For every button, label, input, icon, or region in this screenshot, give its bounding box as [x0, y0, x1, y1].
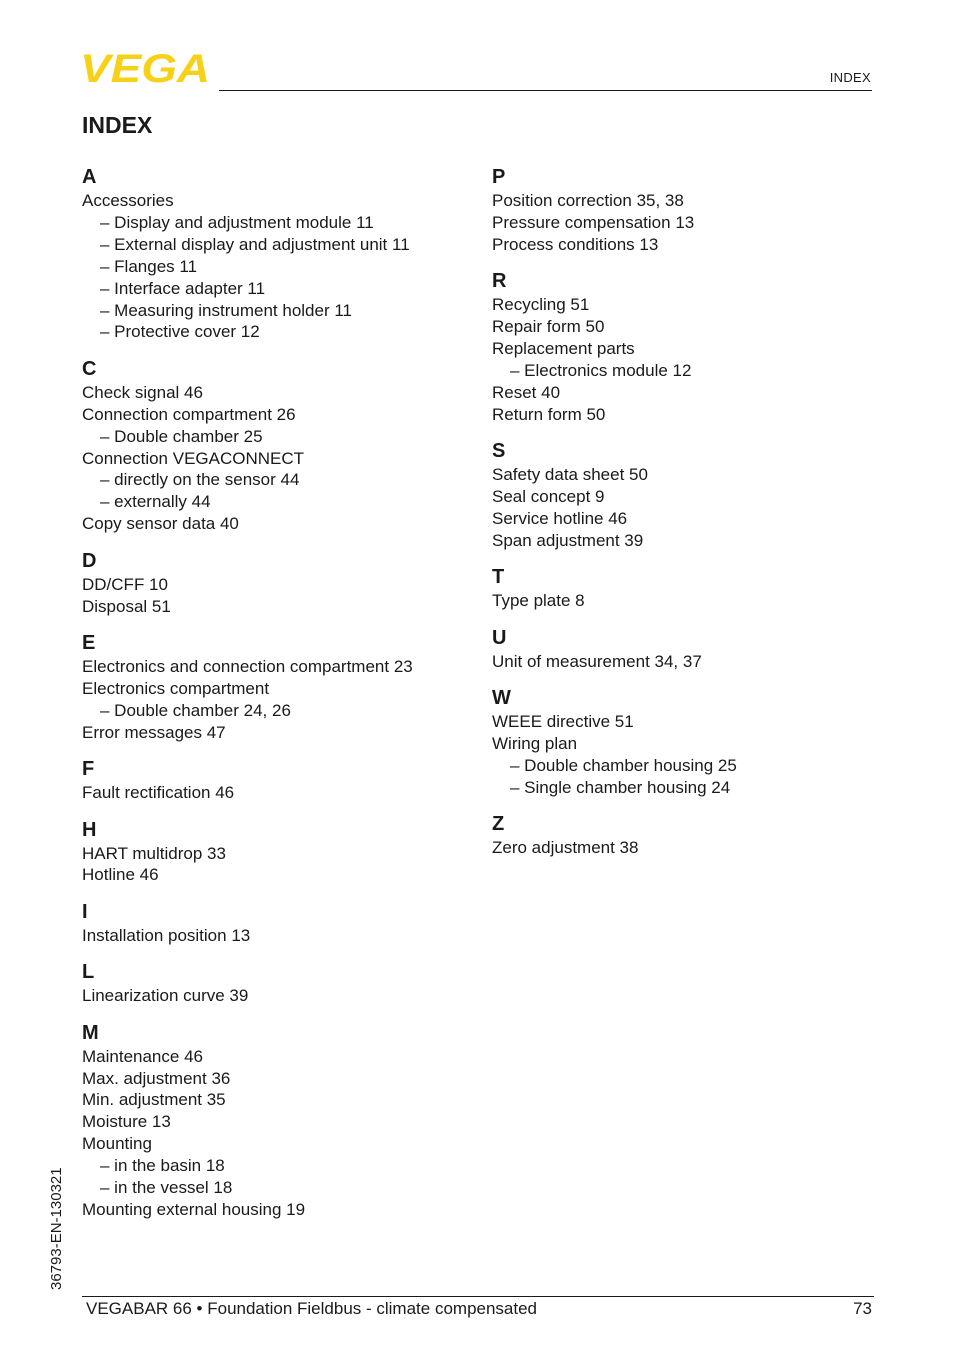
index-entry: Type plate 8: [492, 591, 585, 611]
index-subentry: – Measuring instrument holder 11: [100, 300, 352, 320]
header-label: INDEX: [829, 70, 871, 85]
document-code: 36793-EN-130321: [48, 1167, 65, 1290]
index-subentry: – Electronics module 12: [510, 360, 692, 380]
index-subentry: – in the basin 18: [100, 1156, 225, 1176]
index-subentry: – Double chamber 24, 26: [100, 700, 291, 720]
index-entry: Unit of measurement 34, 37: [492, 651, 702, 671]
page-title: INDEX: [82, 112, 153, 138]
section-letter: P: [492, 166, 506, 188]
section-letter: L: [82, 961, 95, 984]
vega-logo: [80, 52, 212, 84]
index-entry: Check signal 46: [82, 382, 203, 402]
index-section-w: [492, 686, 882, 799]
index-entry: Hotline 46: [82, 865, 159, 885]
index-subentry: – externally 44: [100, 492, 211, 512]
index-subentry: – directly on the sensor 44: [100, 470, 300, 490]
index-entry: Seal concept 9: [492, 487, 605, 507]
index-entry: Reset 40: [492, 382, 561, 402]
index-entry: Max. adjustment 36: [82, 1068, 231, 1088]
index-entry: Min. adjustment 35: [82, 1090, 226, 1110]
index-entry: Connection VEGACONNECT: [82, 448, 305, 468]
index-section-u: [492, 626, 882, 673]
index-entry: Electronics compartment: [82, 678, 270, 698]
index-entry: Electronics and connection compartment 23: [82, 657, 413, 676]
footer-rule: [82, 1296, 874, 1297]
index-entry: DD/CFF 10: [82, 574, 168, 594]
index-entry: Copy sensor data 40: [82, 514, 239, 534]
index-column-right: [492, 165, 882, 873]
index-section-p: [492, 165, 882, 256]
index-entry: Connection compartment 26: [82, 404, 296, 424]
index-section-i: [82, 900, 472, 947]
footer-text: VEGABAR 66 • Foundation Fieldbus - climate compensated: [86, 1299, 538, 1318]
index-section-d: [82, 549, 472, 618]
index-entry: Accessories: [82, 191, 174, 210]
section-letter: M: [82, 1021, 99, 1044]
index-section-e: [82, 631, 472, 744]
index-entry: Wiring plan: [492, 734, 578, 753]
index-entry: Disposal 51: [82, 596, 171, 616]
index-entry: Position correction 35, 38: [492, 191, 684, 210]
index-section-l: [82, 960, 472, 1007]
index-entry: WEEE directive 51: [492, 712, 634, 732]
section-letter: D: [82, 549, 97, 572]
section-letter: R: [492, 270, 507, 293]
section-letter: E: [82, 632, 96, 654]
index-entry: Fault rectification 46: [82, 783, 235, 803]
page-number: 73: [853, 1299, 872, 1318]
index-subentry: – Interface adapter 11: [100, 278, 266, 298]
index-entry: Mounting: [82, 1134, 152, 1154]
index-entry: Safety data sheet 50: [492, 465, 648, 485]
index-subentry: – External display and adjustment unit 11: [100, 234, 410, 254]
index-subentry: – Display and adjustment module 11: [100, 212, 374, 232]
index-section-c: [82, 357, 472, 535]
index-subentry: – Single chamber housing 24: [510, 777, 731, 797]
index-section-s: [492, 439, 882, 552]
index-section-h: [82, 818, 472, 887]
section-letter: F: [82, 758, 95, 781]
index-entry: Span adjustment 39: [492, 530, 644, 550]
index-subentry: – Double chamber 25: [100, 426, 263, 446]
logo-text: VEGA: [80, 52, 210, 84]
index-section-z: [492, 812, 882, 859]
index-section-a: [82, 165, 472, 343]
header-rule: [219, 90, 872, 91]
section-letter: A: [82, 166, 97, 188]
index-entry: Linearization curve 39: [82, 986, 249, 1006]
section-letter: U: [492, 626, 507, 649]
index-entry: Moisture 13: [82, 1112, 171, 1132]
index-entry: Error messages 47: [82, 722, 226, 742]
index-entry: Process conditions 13: [492, 234, 659, 254]
index-entry: Zero adjustment 38: [492, 838, 639, 858]
section-letter: C: [82, 357, 97, 380]
index-subentry: – Protective cover 12: [100, 322, 260, 342]
index-subentry: – Flanges 11: [100, 256, 198, 276]
section-letter: W: [492, 687, 511, 710]
index-entry: Return form 50: [492, 404, 606, 424]
section-letter: S: [492, 440, 506, 463]
index-entry: Installation position 13: [82, 925, 251, 945]
section-letter: H: [82, 818, 97, 841]
index-entry: Recycling 51: [492, 295, 590, 315]
index-entry: Repair form 50: [492, 317, 605, 337]
index-entry: Mounting external housing 19: [82, 1200, 306, 1219]
section-letter: T: [492, 566, 505, 589]
section-letter: I: [82, 900, 88, 923]
index-subentry: – in the vessel 18: [100, 1178, 233, 1198]
index-section-t: [492, 565, 882, 612]
index-section-f: [82, 757, 472, 804]
index-subentry: – Double chamber housing 25: [510, 755, 737, 775]
index-entry: Pressure compensation 13: [492, 212, 695, 232]
index-entry: HART multidrop 33: [82, 843, 226, 863]
index-entry: Maintenance 46: [82, 1046, 203, 1066]
index-entry: Service hotline 46: [492, 508, 628, 528]
section-letter: Z: [492, 813, 505, 836]
index-section-r: [492, 269, 882, 425]
index-section-m: [82, 1021, 472, 1221]
index-column-left: [82, 165, 472, 1234]
index-entry: Replacement parts: [492, 339, 635, 359]
